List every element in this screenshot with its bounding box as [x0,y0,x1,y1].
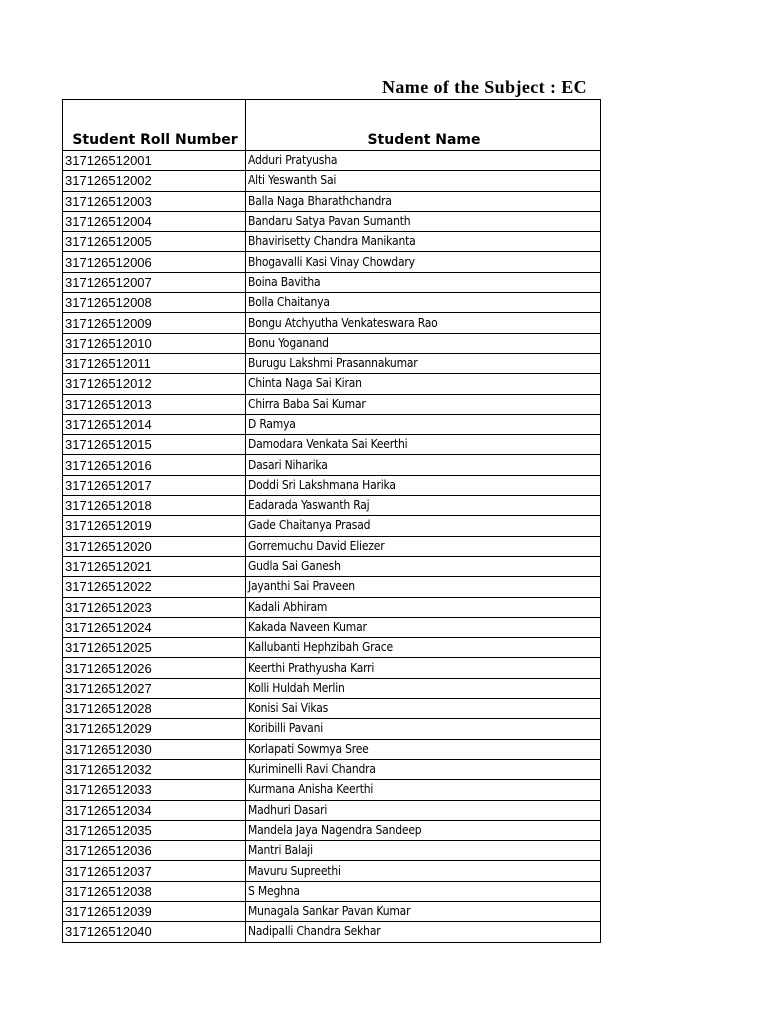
table-row [63,800,601,820]
table-row [63,861,601,881]
roll-number-cell: 317126512036 [63,841,246,861]
student-name-cell: Doddi Sri Lakshmana Harika [246,475,601,495]
table-row [63,638,601,658]
table-row [63,455,601,475]
roll-number-cell: 317126512002 [63,171,246,191]
table-row [63,759,601,779]
student-name-cell: Boina Bavitha [246,272,601,292]
table-row [63,719,601,739]
student-name-cell: Kadali Abhiram [246,597,601,617]
table-row [63,780,601,800]
table-row [63,394,601,414]
student-name-cell: Bhogavalli Kasi Vinay Chowdary [246,252,601,272]
roll-number-cell: 317126512039 [63,901,246,921]
roll-number-cell: 317126512026 [63,658,246,678]
table-row [63,556,601,576]
table-row [63,414,601,434]
roll-number-cell: 317126512004 [63,211,246,231]
student-name-cell: Kallubanti Hephzibah Grace [246,638,601,658]
table-row [63,496,601,516]
student-name-cell: Bonu Yoganand [246,333,601,353]
table-row [63,191,601,211]
roll-number-cell: 317126512032 [63,759,246,779]
student-name-cell: Chirra Baba Sai Kumar [246,394,601,414]
table-row [63,313,601,333]
roll-number-cell: 317126512012 [63,374,246,394]
roll-number-cell: 317126512015 [63,435,246,455]
roll-number-cell: 317126512030 [63,739,246,759]
roll-number-cell: 317126512013 [63,394,246,414]
table-row [63,374,601,394]
table-row [63,171,601,191]
table-row [63,617,601,637]
table-header-row [63,100,601,151]
student-name-cell: Gade Chaitanya Prasad [246,516,601,536]
table-row [63,516,601,536]
student-name-cell: Koribilli Pavani [246,719,601,739]
student-name-cell: Munagala Sankar Pavan Kumar [246,901,601,921]
table-row [63,475,601,495]
table-row [63,678,601,698]
table-row [63,841,601,861]
table-body [63,151,601,943]
roll-number-cell: 317126512020 [63,536,246,556]
roll-number-cell: 317126512035 [63,820,246,840]
student-name-cell: Madhuri Dasari [246,800,601,820]
table-row [63,211,601,231]
student-name-cell: Adduri Pratyusha [246,151,601,171]
student-name-cell: Korlapati Sowmya Sree [246,739,601,759]
roll-number-cell: 317126512014 [63,414,246,434]
roll-number-cell: 317126512003 [63,191,246,211]
student-name-cell: D Ramya [246,414,601,434]
student-name-cell: Chinta Naga Sai Kiran [246,374,601,394]
table-row [63,536,601,556]
roll-number-cell: 317126512027 [63,678,246,698]
roll-number-cell: 317126512025 [63,638,246,658]
student-name-cell: Burugu Lakshmi Prasannakumar [246,353,601,373]
table-row [63,577,601,597]
student-name-cell: Kuriminelli Ravi Chandra [246,759,601,779]
table-row [63,597,601,617]
roll-number-cell: 317126512011 [63,353,246,373]
roll-number-cell: 317126512023 [63,597,246,617]
table-row [63,881,601,901]
table-row [63,739,601,759]
roll-number-cell: 317126512029 [63,719,246,739]
roll-number-cell: 317126512006 [63,252,246,272]
column-header-student-name: Student Name [246,100,601,151]
student-name-cell: Gudla Sai Ganesh [246,556,601,576]
student-name-cell: Kolli Huldah Merlin [246,678,601,698]
student-name-cell: Bhavirisetty Chandra Manikanta [246,232,601,252]
roll-number-cell: 317126512010 [63,333,246,353]
student-name-cell: Dasari Niharika [246,455,601,475]
student-table [62,99,601,943]
student-name-cell: Mandela Jaya Nagendra Sandeep [246,820,601,840]
student-name-cell: Keerthi Prathyusha Karri [246,658,601,678]
roll-number-cell: 317126512022 [63,577,246,597]
student-name-cell: Bandaru Satya Pavan Sumanth [246,211,601,231]
table-row [63,272,601,292]
table-row [63,820,601,840]
roll-number-cell: 317126512033 [63,780,246,800]
roll-number-cell: 317126512017 [63,475,246,495]
roll-number-cell: 317126512001 [63,151,246,171]
roll-number-cell: 317126512037 [63,861,246,881]
student-name-cell: Bolla Chaitanya [246,293,601,313]
page-title: Name of the Subject : EC [382,77,588,97]
roll-number-cell: 317126512009 [63,313,246,333]
table-row [63,151,601,171]
roll-number-cell: 317126512019 [63,516,246,536]
table-row [63,658,601,678]
table-row [63,232,601,252]
student-name-cell: Bongu Atchyutha Venkateswara Rao [246,313,601,333]
roll-number-cell: 317126512018 [63,496,246,516]
table-row [63,699,601,719]
student-name-cell: Jayanthi Sai Praveen [246,577,601,597]
roll-number-cell: 317126512016 [63,455,246,475]
student-name-cell: Kakada Naveen Kumar [246,617,601,637]
roll-number-cell: 317126512028 [63,699,246,719]
student-name-cell: Balla Naga Bharathchandra [246,191,601,211]
table-row [63,435,601,455]
roll-number-cell: 317126512024 [63,617,246,637]
table-row [63,252,601,272]
student-name-cell: Mantri Balaji [246,841,601,861]
student-name-cell: Eadarada Yaswanth Raj [246,496,601,516]
roll-number-cell: 317126512021 [63,556,246,576]
student-name-cell: Kurmana Anisha Keerthi [246,780,601,800]
student-name-cell: Mavuru Supreethi [246,861,601,881]
roll-number-cell: 317126512034 [63,800,246,820]
table-row [63,333,601,353]
student-name-cell: Konisi Sai Vikas [246,699,601,719]
student-name-cell: Gorremuchu David Eliezer [246,536,601,556]
table-row [63,293,601,313]
roll-number-cell: 317126512008 [63,293,246,313]
table-row [63,353,601,373]
roll-number-cell: 317126512040 [63,922,246,942]
student-name-cell: S Meghna [246,881,601,901]
student-name-cell: Nadipalli Chandra Sekhar [246,922,601,942]
table-row [63,922,601,942]
roll-number-cell: 317126512038 [63,881,246,901]
table-row [63,901,601,921]
student-name-cell: Alti Yeswanth Sai [246,171,601,191]
roll-number-cell: 317126512005 [63,232,246,252]
column-header-roll-number: Student Roll Number [63,100,246,151]
roll-number-cell: 317126512007 [63,272,246,292]
student-name-cell: Damodara Venkata Sai Keerthi [246,435,601,455]
